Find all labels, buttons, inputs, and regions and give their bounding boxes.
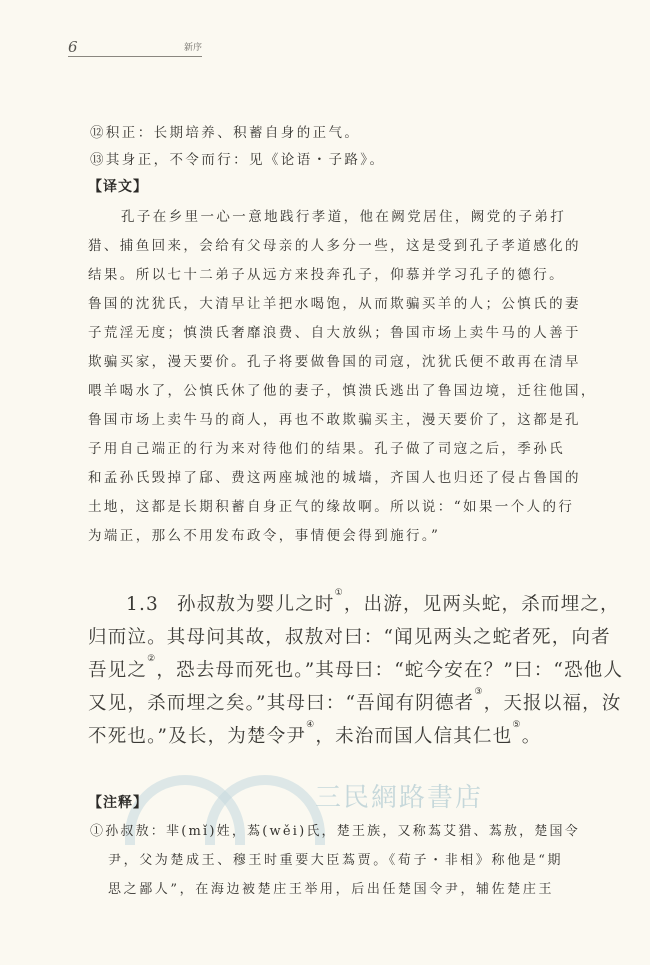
- translation-line: 欺骗买家，漫天要价。孔子将要做鲁国的司寇，沈犹氏便不敢再在清早: [88, 354, 581, 370]
- original-line: [88, 623, 611, 649]
- note-line: ①孙叔敖：芈(mǐ)姓，蒍(wěi)氏，楚王族，又称蒍艾猎、蒍敖，楚国令: [90, 824, 580, 839]
- footnote-ref[interactable]: ①: [334, 588, 344, 598]
- original-line: [126, 590, 620, 616]
- translation-line: 为端正，那么不用发布政令，事情便会得到施行。”: [88, 528, 441, 544]
- note-13: ⑬其身正，不令而行：见《论语・子路》。: [90, 152, 386, 168]
- original-text: ，未治而国人信其仁也: [315, 726, 513, 747]
- watermark-text: 三民網路書店: [315, 783, 484, 813]
- translation-line: 孔子在乡里一心一意地践行孝道，他在阙党居住，阙党的子弟打: [121, 209, 567, 225]
- original-text: 吾见之: [88, 660, 148, 681]
- running-header: [68, 40, 202, 57]
- note-12: ⑫积正：长期培养、积蓄自身的正气。: [90, 125, 361, 141]
- translation-line: 鲁国市场上卖牛马的商人，再也不敢欺骗买主，漫天要价了，这都是孔: [88, 412, 581, 428]
- translation-line: 和孟孙氏毁掉了郈、费这两座城池的城墙，齐国人也归还了侵占鲁国的: [88, 470, 581, 486]
- translation-line: 猎、捕鱼回来，会给有父母亲的人多分一些，这是受到孔子孝道感化的: [88, 238, 581, 254]
- original-line: [88, 689, 622, 715]
- original-text: 又见，杀而埋之矣。”其母曰：“吾闻有阴德者: [88, 693, 475, 714]
- translation-line: 结果。所以七十二弟子从远方来投奔孔子，仰慕并学习孔子的德行。: [88, 267, 565, 283]
- section-number: 1.3: [126, 594, 160, 615]
- original-line: [88, 656, 623, 682]
- original-text: 孙叔敖为婴儿之时: [177, 594, 335, 615]
- footnote-ref[interactable]: ③: [474, 687, 484, 697]
- book-title: 新序: [183, 43, 202, 53]
- notes-heading: 【注释】: [88, 795, 148, 811]
- translation-line: 土地，这都是长期积蓄自身正气的缘故啊。所以说：“如果一个人的行: [88, 499, 575, 515]
- original-text: ，天报以福，汝: [483, 693, 622, 714]
- note-line: 思之鄙人”，在海边被楚庄王举用，后出任楚国令尹，辅佐楚庄王: [108, 882, 555, 897]
- original-text: 归而泣。其母问其故，叔敖对曰：“闻见两头之蛇者死，向者: [88, 627, 611, 648]
- translation-line: 鲁国的沈犹氏，大清早让羊把水喝饱，从而欺骗买羊的人；公慎氏的妻: [88, 296, 581, 312]
- note-line: 尹，父为楚成王、穆王时重要大臣蒍贾。《荀子・非相》称他是“期: [108, 853, 564, 868]
- translation-line: 喂羊喝水了，公慎氏休了他的妻子，慎溃氏逃出了鲁国边境，迁往他国，: [88, 383, 597, 399]
- footnote-ref[interactable]: ⑤: [512, 720, 522, 730]
- footnote-ref[interactable]: ④: [306, 720, 316, 730]
- original-line: [88, 722, 541, 748]
- translation-line: 子荒淫无度；慎溃氏奢靡浪费、自大放纵；鲁国市场上卖牛马的人善于: [88, 325, 581, 341]
- original-text: 不死也。”及长，为楚令尹: [88, 726, 307, 747]
- original-text: ，出游，见两头蛇，杀而埋之，: [343, 594, 620, 615]
- translation-line: 子用自己端正的行为来对待他们的结果。孔子做了司寇之后，季孙氏: [88, 441, 565, 457]
- page-number: 6: [68, 38, 78, 56]
- translation-heading: 【译文】: [88, 179, 148, 195]
- original-text: ，恐去母而死也。”其母曰：“蛇今安在？”曰：“恐他人: [156, 660, 624, 681]
- footnote-ref[interactable]: ②: [147, 654, 157, 664]
- original-text: 。: [521, 726, 542, 747]
